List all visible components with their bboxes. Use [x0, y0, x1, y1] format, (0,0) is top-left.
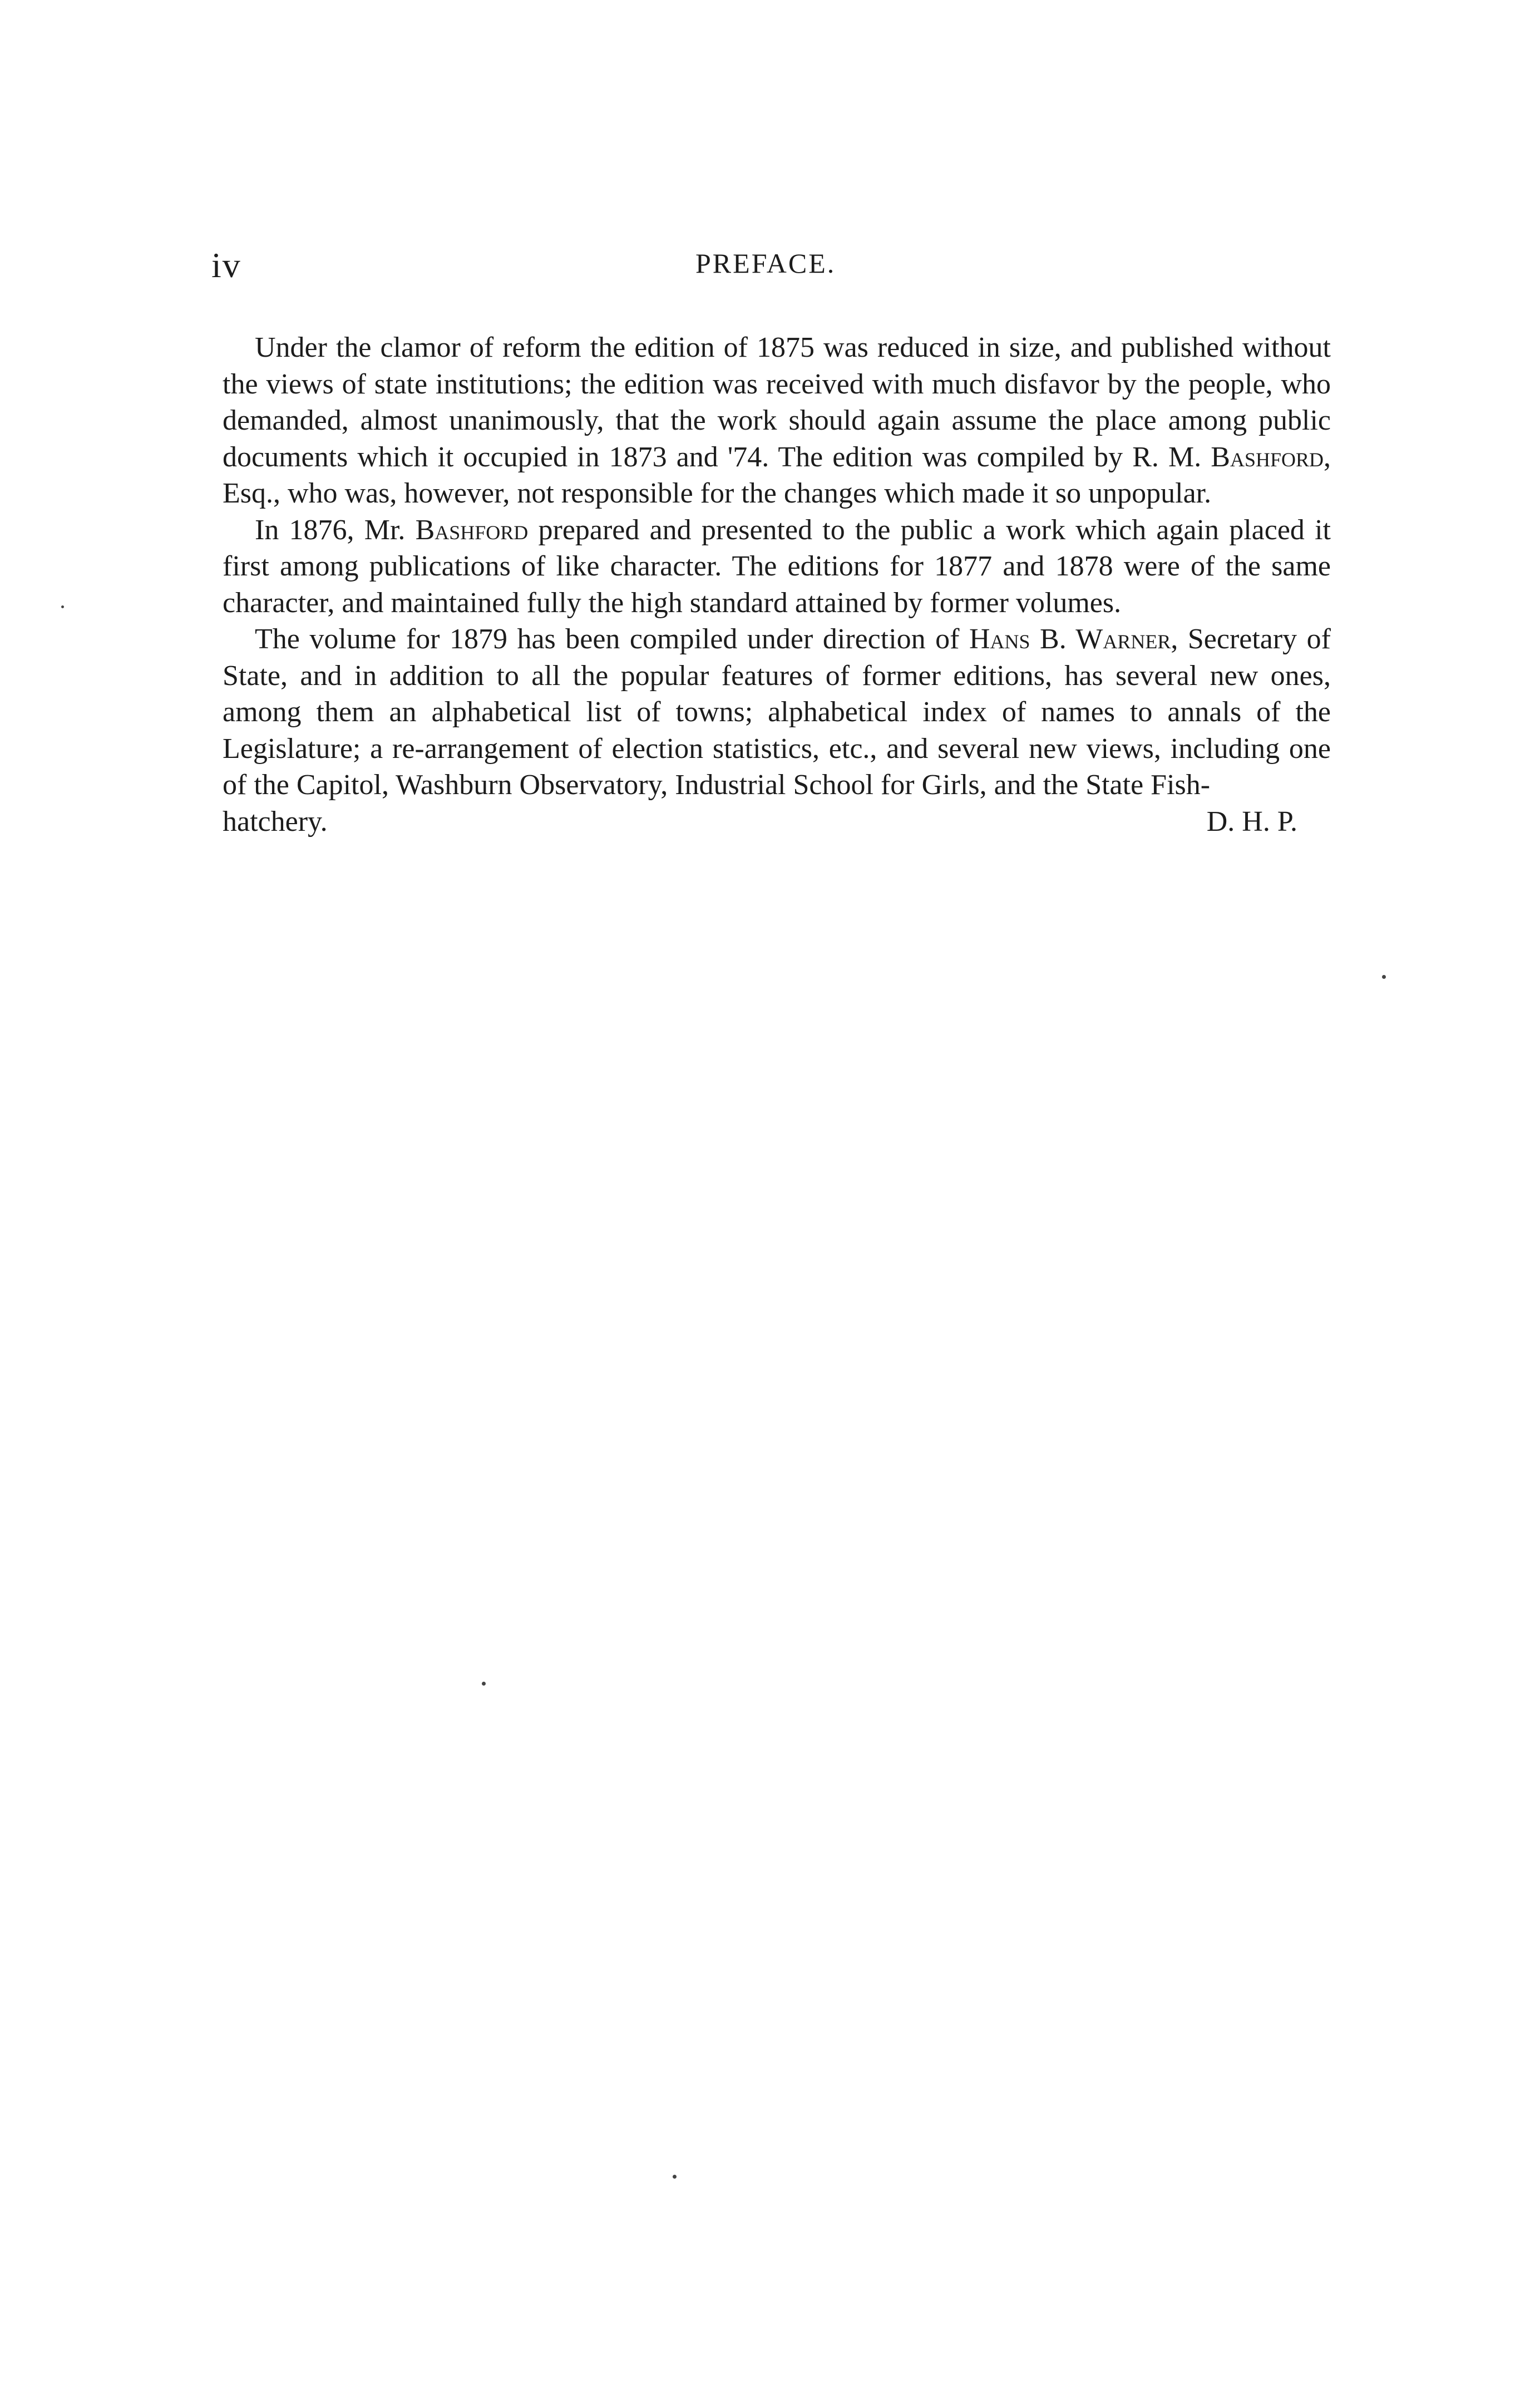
- name-bashford: Bashford: [415, 514, 529, 546]
- print-speck: [61, 605, 64, 608]
- paragraph-1: [223, 329, 1331, 512]
- paragraph-2-text: prepared and presented to the public a work which again placed it first among publications of like character. The editions for 1877 and 1878 were of the same character, and maintained fully the high standard attained by former volumes.: [223, 514, 1331, 619]
- paragraph-3-text: , Secretary of State, and in addition to all the popular features of former editions, has several new ones, among them an alphabetical list of towns; alphabetical index of names to annals of the Legislature; a re-arrangement of election statistics, etc., and several new views, including one of the Capitol, Washburn Observatory, Industrial School for Girls, and the State Fish-: [223, 623, 1331, 801]
- signature: D. H. P.: [1206, 805, 1297, 838]
- name-bashford: Bashford: [1211, 441, 1324, 473]
- paragraph-3: [223, 621, 1331, 804]
- paragraph-2-pre: In 1876, Mr.: [255, 514, 416, 546]
- paragraph-2: [223, 512, 1331, 622]
- print-speck: [1382, 975, 1386, 979]
- paragraph-1-text: Under the clamor of reform the edition of 1875 was reduced in size, and published without the views of state institutions; the edition was received with much disfavor by the people, who demanded, almost unanimously, that the work should again assume the place among public documents which it occupied in 1873 and '74. The edition was compiled by R. M.: [223, 332, 1331, 473]
- preface-text: [223, 329, 1331, 840]
- print-speck: [482, 1682, 486, 1686]
- page-header: [211, 245, 1330, 295]
- running-head: PREFACE.: [695, 248, 836, 279]
- paragraph-1-tail: , Esq., who was, however, not responsible for the changes which made it so unpopular.: [223, 441, 1331, 509]
- paragraph-3-last-line: hatchery.: [223, 805, 328, 838]
- page-number: iv: [211, 245, 241, 285]
- print-speck: [673, 2175, 677, 2179]
- paragraph-3-pre: The volume for 1879 has been compiled under direction of: [255, 623, 969, 655]
- name-hans-b-warner: Hans B. Warner: [969, 623, 1171, 655]
- signature-line: [223, 804, 1331, 840]
